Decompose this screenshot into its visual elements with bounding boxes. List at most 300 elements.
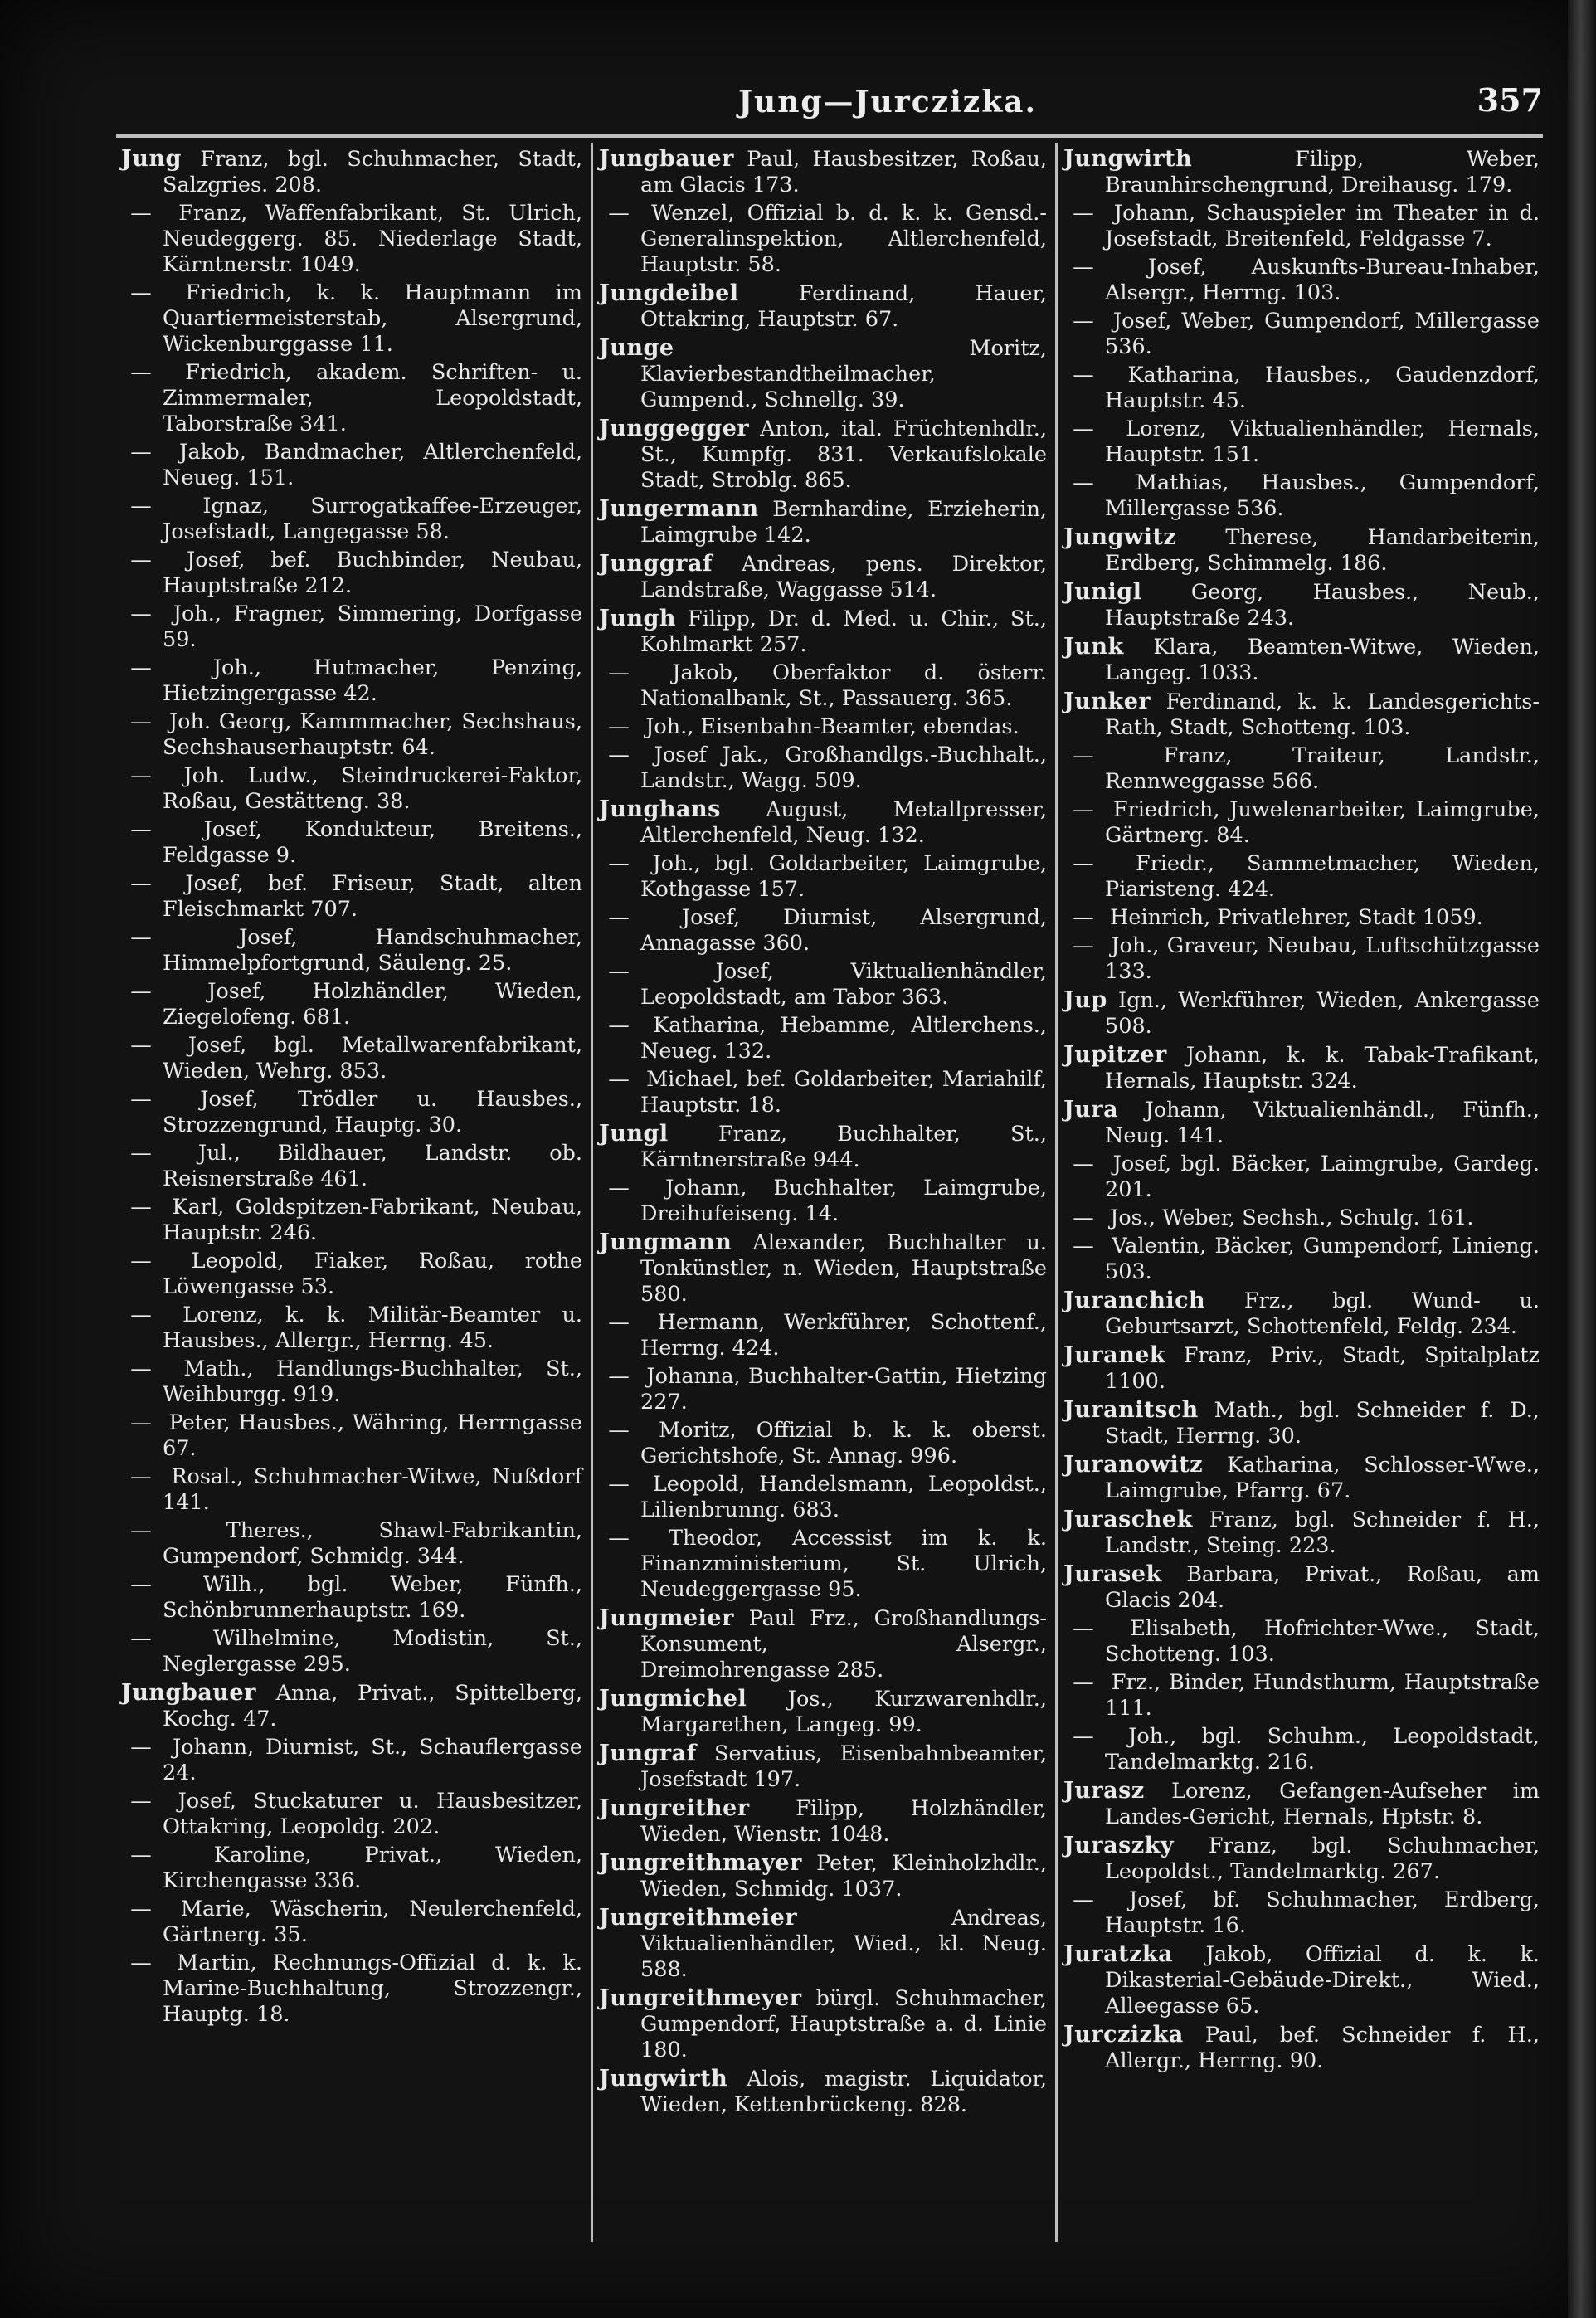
entry-details: Andreas, Viktualienhändler, Wied., kl. Neug. 588. bbox=[640, 1906, 1047, 1982]
directory-entry bbox=[1063, 1616, 1540, 1668]
directory-entry bbox=[121, 1087, 582, 1138]
entry-surname: Jungwirth bbox=[599, 2066, 728, 2092]
directory-entry bbox=[1063, 1042, 1540, 1094]
entry-details: Barbara, Privat., Roßau, am Glacis 204. bbox=[1105, 1562, 1540, 1613]
entry-repeat-dash: — bbox=[130, 763, 152, 788]
directory-entry bbox=[1063, 1941, 1540, 2019]
directory-entry bbox=[1063, 416, 1540, 468]
entry-details: Jos., Weber, Sechsh., Schulg. 161. bbox=[1110, 1205, 1474, 1230]
entry-repeat-dash: — bbox=[130, 1356, 152, 1381]
entry-details: Heinrich, Privatlehrer, Stadt 1059. bbox=[1110, 905, 1483, 930]
entry-surname: Juraszky bbox=[1063, 1833, 1175, 1858]
entry-repeat-dash: — bbox=[130, 201, 152, 226]
directory-entry bbox=[121, 1843, 582, 1894]
entry-details: Anna, Privat., Spittelberg, Kochg. 47. bbox=[163, 1681, 583, 1731]
directory-entry bbox=[121, 1735, 582, 1786]
directory-entry bbox=[599, 1230, 1047, 1308]
directory-entry bbox=[599, 335, 1047, 413]
entry-details: Paul, Hausbesitzer, Roßau, am Glacis 173. bbox=[640, 147, 1047, 197]
directory-entry bbox=[599, 1526, 1047, 1603]
directory-entry bbox=[1063, 1507, 1540, 1559]
entry-surname: Juranchich bbox=[1063, 1288, 1206, 1313]
page-edge-shadow bbox=[1568, 0, 1596, 2318]
entry-repeat-dash: — bbox=[130, 1518, 152, 1543]
entry-details: Joh., Graveur, Neubau, Luftschützgasse 133. bbox=[1105, 933, 1540, 984]
entry-details: Rosal., Schuhmacher-Witwe, Nußdorf 141. bbox=[163, 1464, 582, 1515]
entry-details: Friedrich, akadem. Schriften- u. Zimmermaler, Leopoldstadt, Taborstraße 341. bbox=[163, 360, 582, 436]
entry-repeat-dash: — bbox=[130, 440, 152, 465]
directory-entry bbox=[121, 1410, 582, 1462]
directory-entry bbox=[1063, 1724, 1540, 1775]
directory-entry bbox=[1063, 470, 1540, 522]
entry-details: Karoline, Privat., Wieden, Kirchengasse 336. bbox=[163, 1843, 582, 1893]
entry-details: Katharina, Schlosser-Wwe., Laimgrube, Pfarrg. 67. bbox=[1105, 1453, 1540, 1503]
entry-details: August, Metallpresser, Altlerchenfeld, Neug. 132. bbox=[640, 797, 1047, 848]
entry-details: Theodor, Accessist im k. k. Finanzministerium, St. Ulrich, Neudeggergasse 95. bbox=[640, 1526, 1047, 1602]
directory-entry bbox=[599, 743, 1047, 794]
entry-details: Katharina, Hausbes., Gaudenzdorf, Hauptstr. 45. bbox=[1105, 363, 1540, 413]
directory-entry bbox=[1063, 851, 1540, 903]
entry-details: Ferdinand, k. k. Landesgerichts-Rath, Stadt, Schotteng. 103. bbox=[1105, 689, 1540, 740]
directory-entry bbox=[599, 1472, 1047, 1523]
entry-details: Johann, Viktualienhändl., Fünfh., Neug. 141. bbox=[1105, 1098, 1540, 1148]
entry-details: Marie, Wäscherin, Neulerchenfeld, Gärtnerg. 35. bbox=[163, 1897, 582, 1947]
directory-entry bbox=[599, 1795, 1047, 1848]
directory-entry bbox=[121, 925, 582, 976]
directory-entry bbox=[121, 1195, 582, 1246]
entry-details: Katharina, Hebamme, Altlerchens., Neueg. 132. bbox=[640, 1013, 1047, 1064]
directory-entry bbox=[121, 1626, 582, 1678]
entry-surname: Jungermann bbox=[599, 496, 759, 522]
directory-entry bbox=[599, 201, 1047, 278]
entry-repeat-dash: — bbox=[1073, 933, 1094, 958]
entry-surname: Junghans bbox=[599, 796, 721, 822]
directory-entry bbox=[1063, 524, 1540, 577]
entry-details: Johann, Buchhalter, Laimgrube, Dreihufeiseng. 14. bbox=[640, 1176, 1048, 1226]
directory-entry bbox=[121, 1950, 582, 2028]
entry-repeat-dash: — bbox=[130, 1249, 152, 1273]
entry-repeat-dash: — bbox=[130, 1195, 152, 1220]
directory-entry bbox=[599, 606, 1047, 658]
entry-details: Filipp, Holzhändler, Wieden, Wienstr. 1048. bbox=[640, 1796, 1048, 1847]
entry-details: Mathias, Hausbes., Gumpendorf, Millergasse 536. bbox=[1105, 470, 1540, 521]
entry-repeat-dash: — bbox=[130, 494, 152, 519]
entry-repeat-dash: — bbox=[130, 360, 152, 385]
entry-surname: Jurczizka bbox=[1063, 2022, 1184, 2048]
entry-details: Alexander, Buchhalter u. Tonkünstler, n. Wieden, Hauptstraße 580. bbox=[640, 1230, 1047, 1307]
directory-entry bbox=[599, 851, 1047, 903]
entry-details: Josef, bef. Buchbinder, Neubau, Hauptstraße 212. bbox=[163, 548, 583, 598]
entry-details: Alois, magistr. Liquidator, Wieden, Kettenbrückeng. 828. bbox=[640, 2067, 1047, 2117]
directory-entry bbox=[121, 1572, 582, 1624]
directory-entry bbox=[121, 871, 582, 923]
entry-details: Paul, bef. Schneider f. H., Allergr., Herrng. 90. bbox=[1105, 2023, 1540, 2073]
directory-entry bbox=[1063, 1670, 1540, 1721]
entry-surname: Junggraf bbox=[599, 551, 713, 577]
directory-entry bbox=[1063, 933, 1540, 985]
entry-repeat-dash: — bbox=[130, 1950, 152, 1975]
entry-repeat-dash: — bbox=[608, 1364, 630, 1389]
entry-details: Jos., Kurzwarenhdlr., Margarethen, Langeg. 99. bbox=[640, 1687, 1047, 1737]
entry-repeat-dash: — bbox=[130, 1626, 152, 1651]
directory-entry bbox=[599, 1310, 1047, 1361]
entry-details: Josef, Viktualienhändler, Leopoldstadt, am Tabor 363. bbox=[640, 959, 1047, 1010]
directory-entry bbox=[1063, 255, 1540, 306]
entry-details: Ign., Werkführer, Wieden, Ankergasse 508. bbox=[1105, 988, 1540, 1039]
entry-repeat-dash: — bbox=[130, 1033, 152, 1058]
entry-details: Franz, Priv., Stadt, Spitalplatz 1100. bbox=[1105, 1343, 1540, 1394]
entry-details: Lorenz, k. k. Militär-Beamter u. Hausbes., Allergr., Herrng. 45. bbox=[163, 1303, 582, 1353]
entry-repeat-dash: — bbox=[608, 1472, 630, 1497]
directory-entry bbox=[121, 280, 582, 358]
entry-details: Paul Frz., Großhandlungs-Konsument, Alsergr., Dreimohrengasse 285. bbox=[640, 1606, 1047, 1682]
entry-details: Josef, Trödler u. Hausbes., Strozzengrund, Hauptg. 30. bbox=[163, 1087, 582, 1137]
directory-entry bbox=[599, 796, 1047, 849]
directory-entry bbox=[599, 660, 1047, 712]
entry-details: Leopold, Fiaker, Roßau, rothe Löwengasse 53. bbox=[163, 1249, 582, 1299]
entry-repeat-dash: — bbox=[130, 1843, 152, 1868]
directory-entry bbox=[599, 2066, 1047, 2118]
entry-details: Joh. Ludw., Steindruckerei-Faktor, Roßau, Gestätteng. 38. bbox=[163, 763, 583, 814]
directory-entry bbox=[121, 494, 582, 545]
entry-details: Josef, Stuckaturer u. Hausbesitzer, Ottakring, Leopoldg. 202. bbox=[163, 1789, 582, 1839]
directory-entry bbox=[121, 1356, 582, 1408]
entry-surname: Jurasz bbox=[1063, 1778, 1145, 1804]
entry-surname: Jungmann bbox=[599, 1230, 732, 1255]
entry-details: Peter, Hausbes., Währing, Herrngasse 67. bbox=[163, 1410, 582, 1461]
entry-details: Joh., bgl. Goldarbeiter, Laimgrube, Kothgasse 157. bbox=[640, 851, 1048, 902]
directory-entry bbox=[121, 1897, 582, 1948]
entry-details: Josef, bgl. Bäcker, Laimgrube, Gardeg. 201. bbox=[1105, 1152, 1540, 1202]
directory-entry bbox=[121, 655, 582, 707]
directory-entry bbox=[121, 201, 582, 278]
entry-details: Martin, Rechnungs-Offizial d. k. k. Marine-Buchhaltung, Strozzengr., Hauptg. 18. bbox=[163, 1950, 582, 2027]
directory-entry bbox=[599, 905, 1047, 957]
directory-entry bbox=[599, 146, 1047, 198]
entry-repeat-dash: — bbox=[1073, 1887, 1094, 1912]
directory-entry bbox=[1063, 797, 1540, 849]
entry-details: Leopold, Handelsmann, Leopoldst., Lilienbrunng. 683. bbox=[640, 1472, 1047, 1522]
directory-entry bbox=[1063, 1342, 1540, 1395]
entry-details: Lorenz, Viktualienhändler, Hernals, Hauptstr. 151. bbox=[1105, 416, 1540, 467]
directory-entry bbox=[121, 146, 582, 198]
entry-repeat-dash: — bbox=[130, 1572, 152, 1597]
entry-repeat-dash: — bbox=[608, 714, 630, 739]
entry-surname: Jungreithmeyer bbox=[599, 1985, 802, 2011]
entry-repeat-dash: — bbox=[130, 1897, 152, 1921]
entry-details: Friedrich, Juwelenarbeiter, Laimgrube, Gärtnerg. 84. bbox=[1105, 797, 1540, 848]
entry-details: Joh. Georg, Kammmacher, Sechshaus, Sechshauserhauptstr. 64. bbox=[163, 709, 583, 760]
entry-surname: Jup bbox=[1063, 987, 1107, 1013]
entry-repeat-dash: — bbox=[1073, 255, 1094, 280]
directory-entry bbox=[599, 1121, 1047, 1173]
entry-details: Josef, Holzhändler, Wieden, Ziegelofeng. 681. bbox=[163, 979, 582, 1030]
entry-repeat-dash: — bbox=[608, 201, 630, 226]
entry-surname: Junge bbox=[599, 335, 674, 361]
entry-details: Franz, bgl. Schuhmacher, Stadt, Salzgries. 208. bbox=[163, 147, 583, 197]
entry-surname: Jungreithmeier bbox=[599, 1905, 798, 1931]
entry-repeat-dash: — bbox=[1073, 851, 1094, 876]
entry-details: Wenzel, Offizial b. d. k. k. Gensd.-Generalinspektion, Altlerchenfeld, Hauptstr. 58. bbox=[640, 201, 1048, 277]
column-2 bbox=[599, 146, 1047, 2121]
directory-entry bbox=[121, 1033, 582, 1084]
entry-details: Josef, bgl. Metallwarenfabrikant, Wieden, Wehrg. 853. bbox=[163, 1033, 582, 1084]
entry-details: Filipp, Weber, Braunhirschengrund, Dreihausg. 179. bbox=[1105, 147, 1540, 197]
entry-details: Anton, ital. Früchtenhdlr., St., Kumpfg. 831. Verkaufslokale Stadt, Stroblg. 865. bbox=[640, 416, 1047, 493]
entry-surname: Juraschek bbox=[1063, 1507, 1193, 1532]
entry-details: Friedr., Sammetmacher, Wieden, Piaristeng. 424. bbox=[1105, 851, 1540, 902]
entry-repeat-dash: — bbox=[608, 1418, 630, 1443]
directory-entry bbox=[599, 496, 1047, 548]
directory-entry bbox=[599, 280, 1047, 333]
entry-details: Joh., bgl. Schuhm., Leopoldstadt, Tandelmarktg. 216. bbox=[1105, 1724, 1540, 1775]
entry-surname: Jungreither bbox=[599, 1795, 750, 1821]
directory-entry bbox=[599, 1850, 1047, 1902]
entry-repeat-dash: — bbox=[608, 1176, 630, 1200]
entry-details: Friedrich, k. k. Hauptmann im Quartiermeisterstab, Alsergrund, Wickenburggasse 11. bbox=[163, 280, 582, 357]
entry-details: Georg, Hausbes., Neub., Hauptstraße 243. bbox=[1105, 580, 1540, 631]
entry-details: Wilh., bgl. Weber, Fünfh., Schönbrunnerhauptstr. 169. bbox=[163, 1572, 582, 1623]
directory-entry bbox=[1063, 579, 1540, 631]
page-number: 357 bbox=[1477, 81, 1543, 119]
entry-repeat-dash: — bbox=[130, 925, 152, 950]
entry-repeat-dash: — bbox=[1073, 1205, 1094, 1230]
entry-details: Lorenz, Gefangen-Aufseher im Landes-Gericht, Hernals, Hptstr. 8. bbox=[1105, 1779, 1540, 1829]
entry-repeat-dash: — bbox=[130, 979, 152, 1004]
entry-details: Peter, Kleinholzhdlr., Wieden, Schmidg. 1037. bbox=[640, 1851, 1047, 1902]
directory-entry bbox=[121, 440, 582, 491]
entry-details: Josef Jak., Großhandlgs.-Buchhalt., Landstr., Wagg. 509. bbox=[640, 743, 1047, 793]
entry-repeat-dash: — bbox=[1073, 201, 1094, 226]
entry-surname: Jungdeibel bbox=[599, 280, 739, 306]
directory-entry bbox=[599, 1905, 1047, 1983]
entry-details: Ignaz, Surrogatkaffee-Erzeuger, Josefstadt, Langegasse 58. bbox=[163, 494, 582, 544]
directory-entry bbox=[1063, 1452, 1540, 1504]
entry-repeat-dash: — bbox=[608, 959, 630, 984]
entry-surname: Juranitsch bbox=[1063, 1397, 1199, 1423]
directory-entry bbox=[1063, 363, 1540, 414]
entry-details: Jakob, Oberfaktor d. österr. Nationalbank, St., Passauerg. 365. bbox=[640, 660, 1047, 711]
directory-entry bbox=[1063, 634, 1540, 686]
entry-repeat-dash: — bbox=[608, 905, 630, 930]
entry-repeat-dash: — bbox=[130, 1464, 152, 1489]
directory-entry bbox=[599, 1741, 1047, 1793]
entry-surname: Juranowitz bbox=[1063, 1452, 1204, 1478]
entry-details: Math., Handlungs-Buchhalter, St., Weihburgg. 919. bbox=[163, 1356, 583, 1407]
entry-details: Josef, Weber, Gumpendorf, Millergasse 536. bbox=[1105, 309, 1540, 359]
directory-entry bbox=[599, 1985, 1047, 2063]
entry-repeat-dash: — bbox=[130, 655, 152, 680]
entry-surname: Jungl bbox=[599, 1121, 669, 1147]
directory-entry bbox=[599, 1686, 1047, 1738]
directory-entry bbox=[599, 416, 1047, 494]
entry-repeat-dash: — bbox=[130, 1789, 152, 1814]
entry-surname: Junggegger bbox=[599, 416, 750, 441]
entry-details: Moritz, Offizial b. k. k. oberst. Gerichtshofe, St. Annag. 996. bbox=[640, 1418, 1047, 1468]
directory-entry bbox=[1063, 201, 1540, 252]
directory-entry bbox=[121, 709, 582, 761]
entry-surname: Jung bbox=[121, 146, 182, 172]
directory-entry bbox=[121, 1518, 582, 1570]
directory-entry bbox=[1063, 1205, 1540, 1231]
directory-entry bbox=[121, 360, 582, 437]
entry-details: Filipp, Dr. d. Med. u. Chir., St., Kohlmarkt 257. bbox=[640, 606, 1047, 657]
entry-details: Andreas, pens. Direktor, Landstraße, Waggasse 514. bbox=[640, 552, 1047, 602]
entry-surname: Jungbauer bbox=[121, 1680, 256, 1706]
directory-entry bbox=[599, 1013, 1047, 1064]
entry-details: Moritz, Klavierbestandtheilmacher, Gumpend., Schnellg. 39. bbox=[640, 336, 1047, 412]
entry-details: Josef, Diurnist, Alsergrund, Annagasse 360. bbox=[640, 905, 1047, 956]
directory-entry bbox=[1063, 987, 1540, 1040]
directory-entry bbox=[599, 959, 1047, 1010]
entry-details: Wilhelmine, Modistin, St., Neglergasse 295. bbox=[163, 1626, 583, 1677]
entry-surname: Junk bbox=[1063, 634, 1124, 660]
directory-entry bbox=[1063, 146, 1540, 198]
entry-repeat-dash: — bbox=[1073, 416, 1094, 441]
entry-details: Johanna, Buchhalter-Gattin, Hietzing 227. bbox=[640, 1364, 1047, 1415]
directory-entry bbox=[1063, 1833, 1540, 1885]
entry-repeat-dash: — bbox=[1073, 1724, 1094, 1749]
entry-details: Josef, bef. Friseur, Stadt, alten Fleischmarkt 707. bbox=[163, 871, 582, 922]
entry-surname: Junker bbox=[1063, 689, 1151, 714]
directory-entry bbox=[121, 1680, 582, 1732]
entry-details: Frz., bgl. Wund- u. Geburtsarzt, Schottenfeld, Feldg. 234. bbox=[1105, 1288, 1540, 1339]
directory-entry bbox=[1063, 1887, 1540, 1939]
entry-repeat-dash: — bbox=[608, 660, 630, 685]
entry-repeat-dash: — bbox=[608, 1013, 630, 1038]
entry-repeat-dash: — bbox=[608, 851, 630, 876]
entry-details: Jakob, Bandmacher, Altlerchenfeld, Neueg. 151. bbox=[163, 440, 582, 490]
entry-details: Franz, Waffenfabrikant, St. Ulrich, Neudeggerg. 85. Niederlage Stadt, Kärntnerstr. 1049. bbox=[163, 201, 583, 277]
entry-details: Josef, Handschuhmacher, Himmelpfortgrund, Säuleng. 25. bbox=[163, 925, 582, 976]
entry-repeat-dash: — bbox=[1073, 1234, 1094, 1259]
column-divider-2 bbox=[1055, 143, 1058, 2242]
entry-repeat-dash: — bbox=[1073, 309, 1094, 334]
entry-repeat-dash: — bbox=[130, 1735, 152, 1760]
directory-entry bbox=[599, 1067, 1047, 1118]
entry-details: Michael, bef. Goldarbeiter, Mariahilf, Hauptstr. 18. bbox=[640, 1067, 1048, 1118]
entry-details: Therese, Handarbeiterin, Erdberg, Schimmelg. 186. bbox=[1105, 525, 1540, 576]
directory-entry bbox=[599, 1176, 1047, 1227]
entry-surname: Jungreithmayer bbox=[599, 1850, 802, 1876]
entry-repeat-dash: — bbox=[130, 709, 152, 734]
entry-details: Franz, Buchhalter, St., Kärntnerstraße 944. bbox=[640, 1122, 1048, 1172]
entry-details: Josef, bf. Schuhmacher, Erdberg, Hauptstr. 16. bbox=[1105, 1887, 1540, 1938]
entry-details: Theres., Shawl-Fabrikantin, Gumpendorf, Schmidg. 344. bbox=[163, 1518, 583, 1569]
entry-details: Josef, Auskunfts-Bureau-Inhaber, Alsergr., Herrng. 103. bbox=[1105, 255, 1540, 305]
entry-repeat-dash: — bbox=[608, 1310, 630, 1335]
page-title: Jung—Jurczizka. bbox=[737, 85, 1037, 119]
directory-entry bbox=[1063, 1397, 1540, 1449]
directory-entry bbox=[1063, 1234, 1540, 1285]
entry-repeat-dash: — bbox=[130, 871, 152, 896]
entry-repeat-dash: — bbox=[130, 601, 152, 626]
directory-entry bbox=[1063, 689, 1540, 741]
entry-repeat-dash: — bbox=[608, 1526, 630, 1551]
entry-details: Klara, Beamten-Witwe, Wieden, Langeg. 1033. bbox=[1105, 635, 1540, 685]
entry-repeat-dash: — bbox=[608, 743, 630, 767]
directory-entry bbox=[1063, 1097, 1540, 1149]
directory-entry bbox=[599, 551, 1047, 603]
directory-entry bbox=[599, 1605, 1047, 1683]
entry-repeat-dash: — bbox=[608, 1067, 630, 1092]
entry-repeat-dash: — bbox=[1073, 1670, 1094, 1695]
entry-details: Joh., Eisenbahn-Beamter, ebendas. bbox=[645, 714, 1019, 739]
entry-surname: Jungbauer bbox=[599, 146, 734, 172]
directory-entry bbox=[1063, 905, 1540, 931]
page-header bbox=[116, 76, 1543, 126]
entry-details: Johann, k. k. Tabak-Trafikant, Hernals, Hauptstr. 324. bbox=[1105, 1043, 1540, 1093]
entry-repeat-dash: — bbox=[1073, 1152, 1094, 1176]
entry-surname: Jurasek bbox=[1063, 1561, 1162, 1587]
entry-repeat-dash: — bbox=[130, 1087, 152, 1112]
column-1 bbox=[121, 146, 582, 2030]
entry-repeat-dash: — bbox=[130, 1410, 152, 1435]
directory-entry bbox=[599, 1418, 1047, 1469]
directory-entry bbox=[121, 1303, 582, 1354]
header-rule bbox=[116, 134, 1543, 138]
directory-entry bbox=[1063, 1778, 1540, 1830]
entry-surname: Juranek bbox=[1063, 1342, 1166, 1368]
entry-repeat-dash: — bbox=[1073, 743, 1094, 768]
entry-details: Jul., Bildhauer, Landstr. ob. Reisnerstraße 461. bbox=[163, 1141, 582, 1191]
directory-entry bbox=[121, 1141, 582, 1192]
entry-surname: Jungh bbox=[599, 606, 677, 631]
directory-entry bbox=[121, 1249, 582, 1300]
directory-entry bbox=[121, 1464, 582, 1516]
entry-details: Servatius, Eisenbahnbeamter, Josefstadt 197. bbox=[640, 1741, 1047, 1792]
entry-repeat-dash: — bbox=[130, 280, 152, 305]
directory-entry bbox=[1063, 743, 1540, 795]
entry-repeat-dash: — bbox=[1073, 363, 1094, 387]
entry-details: Frz., Binder, Hundsthurm, Hauptstraße 111. bbox=[1105, 1670, 1540, 1721]
directory-entry bbox=[1063, 2022, 1540, 2074]
entry-details: Joh., Fragner, Simmering, Dorfgasse 59. bbox=[163, 601, 583, 652]
directory-entry bbox=[121, 601, 582, 653]
directory-entry bbox=[121, 548, 582, 599]
entry-surname: Jura bbox=[1063, 1097, 1119, 1122]
directory-entry bbox=[1063, 1561, 1540, 1614]
entry-details: Franz, bgl. Schneider f. H., Landstr., Steing. 223. bbox=[1105, 1507, 1540, 1558]
entry-details: Ferdinand, Hauer, Ottakring, Hauptstr. 67. bbox=[640, 281, 1047, 332]
directory-entry bbox=[1063, 1152, 1540, 1203]
entry-details: Franz, bgl. Schuhmacher, Leopoldst., Tandelmarktg. 267. bbox=[1105, 1833, 1540, 1884]
entry-surname: Jungwirth bbox=[1063, 146, 1193, 172]
entry-details: Johann, Schauspieler im Theater in d. Josefstadt, Breitenfeld, Feldgasse 7. bbox=[1105, 201, 1540, 251]
entry-repeat-dash: — bbox=[130, 548, 152, 572]
column-3 bbox=[1063, 146, 1540, 2077]
entry-repeat-dash: — bbox=[1073, 1616, 1094, 1641]
column-divider-1 bbox=[591, 143, 593, 2242]
entry-details: Joh., Hutmacher, Penzing, Hietzingergasse 42. bbox=[163, 655, 582, 706]
entry-repeat-dash: — bbox=[130, 817, 152, 842]
entry-details: Elisabeth, Hofrichter-Wwe., Stadt, Schotteng. 103. bbox=[1105, 1616, 1540, 1667]
directory-entry bbox=[1063, 1288, 1540, 1340]
entry-repeat-dash: — bbox=[130, 1141, 152, 1166]
directory-entry bbox=[121, 1789, 582, 1840]
entry-surname: Jungraf bbox=[599, 1741, 697, 1766]
directory-entry bbox=[1063, 309, 1540, 360]
entry-details: Josef, Kondukteur, Breitens., Feldgasse 9. bbox=[163, 817, 582, 868]
entry-details: bürgl. Schuhmacher, Gumpendorf, Hauptstraße a. d. Linie 180. bbox=[640, 1986, 1047, 2062]
entry-surname: Jungmeier bbox=[599, 1605, 734, 1631]
entry-details: Hermann, Werkführer, Schottenf., Herrng. 424. bbox=[640, 1310, 1048, 1361]
entry-surname: Jungmichel bbox=[599, 1686, 747, 1712]
entry-surname: Jungwitz bbox=[1063, 524, 1177, 550]
entry-surname: Junigl bbox=[1063, 579, 1142, 605]
entry-repeat-dash: — bbox=[1073, 470, 1094, 495]
directory-entry bbox=[599, 1364, 1047, 1415]
